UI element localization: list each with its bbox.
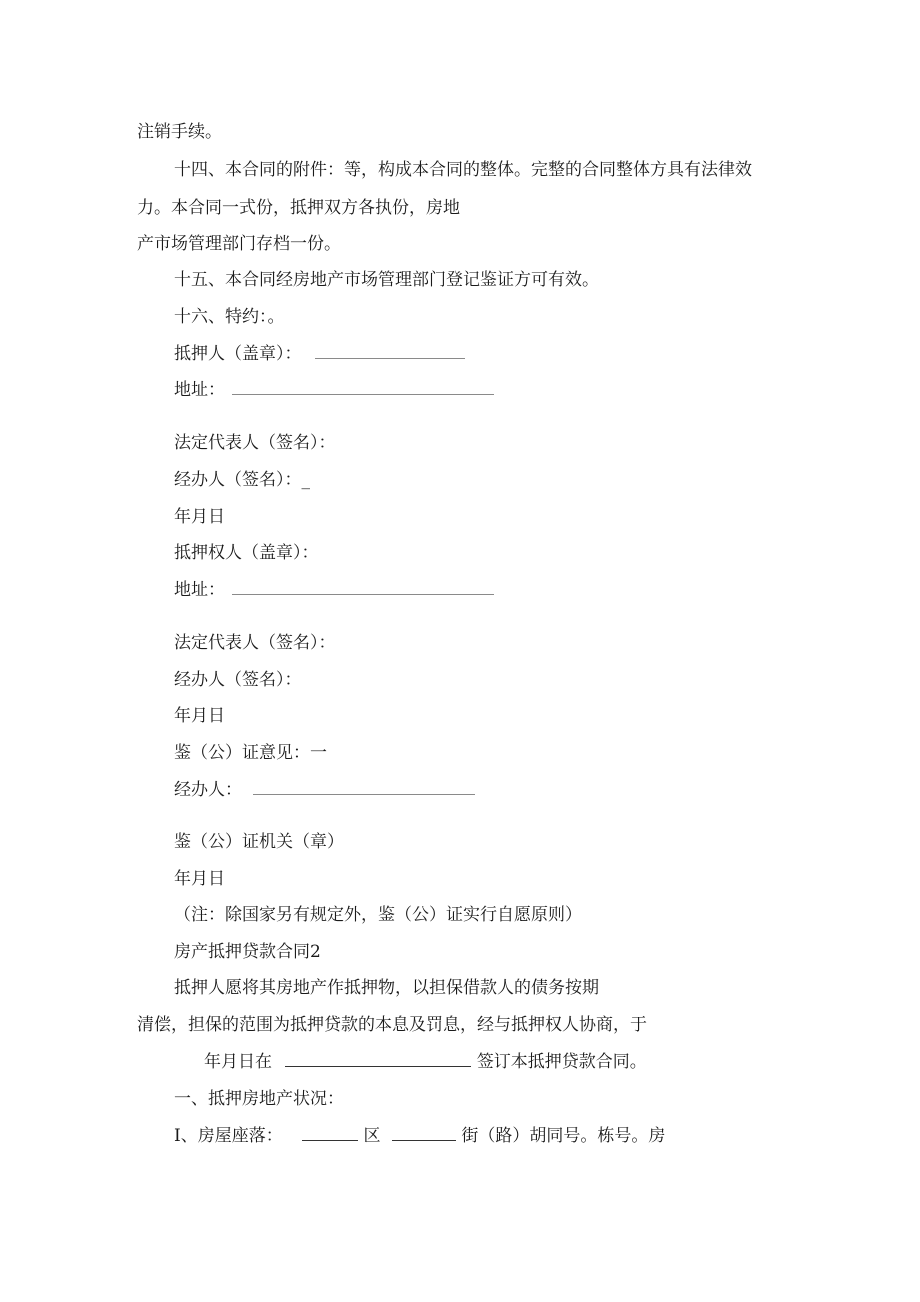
text-line: 鉴（公）证意见：一: [174, 743, 327, 763]
handler-label: 经办人：: [174, 780, 242, 800]
date-line: 年月日: [174, 507, 225, 527]
mortgagor-seal-label: 抵押人（盖章）：: [174, 344, 302, 364]
section-title: 房产抵押贷款合同2: [174, 942, 321, 962]
text-line: 经办人（签名）：_: [174, 470, 310, 490]
text-line: 经办人（签名）：: [174, 670, 302, 690]
text-line: 十四、本合同的附件：等，构成本合同的整体。完整的合同整体方具有法律效: [174, 160, 752, 180]
district-blank: [302, 1126, 358, 1141]
mortgagee-address-line: [174, 579, 494, 601]
text-line: 鉴（公）证机关（章）: [174, 832, 344, 852]
note-line: （注：除国家另有规定外，鉴（公）证实行自愿原则）: [174, 905, 582, 925]
signature-blank: [315, 344, 465, 359]
signing-line: [204, 1051, 647, 1073]
location-label: I、房屋座落：: [174, 1126, 283, 1146]
text-line: 力。本合同一式份，抵押双方各执份，房地: [137, 198, 460, 218]
address-label: 地址：: [174, 580, 225, 600]
handler-line: [174, 779, 475, 801]
handler-blank: [253, 780, 475, 795]
property-location-line: [174, 1125, 665, 1147]
street-blank: [392, 1126, 456, 1141]
date-place-label: 年月日在: [204, 1052, 272, 1072]
address-blank: [232, 380, 494, 395]
signing-label: 签订本抵押贷款合同。: [476, 1052, 647, 1072]
date-line: 年月日: [174, 706, 225, 726]
text-line: 一、抵押房地产状况：: [174, 1089, 344, 1109]
address-blank: [232, 580, 494, 595]
mortgagor-address-line: [174, 379, 494, 401]
text-line: 法定代表人（签名）：: [174, 633, 336, 653]
text-line: 法定代表人（签名）：: [174, 433, 336, 453]
text-line: 抵押权人（盖章）：: [174, 543, 319, 563]
mortgagor-seal-line: [174, 343, 465, 365]
place-blank: [285, 1052, 471, 1067]
text-line: 抵押人愿将其房地产作抵押物，以担保借款人的债务按期: [174, 978, 599, 998]
text-line: 十五、本合同经房地产市场管理部门登记鉴证方可有效。: [174, 270, 599, 290]
text-line: 十六、特约：。: [174, 307, 285, 327]
text-line: 清偿，担保的范围为抵押贷款的本息及罚息，经与抵押权人协商，于: [137, 1015, 647, 1035]
date-line: 年月日: [174, 869, 225, 889]
address-label: 地址：: [174, 380, 225, 400]
text-line: 产市场管理部门存档一份。: [137, 234, 341, 254]
district-label: 区: [363, 1126, 381, 1146]
text-line: 注销手续。: [137, 122, 222, 142]
street-label: 街（路）胡同号。栋号。房: [461, 1126, 666, 1146]
